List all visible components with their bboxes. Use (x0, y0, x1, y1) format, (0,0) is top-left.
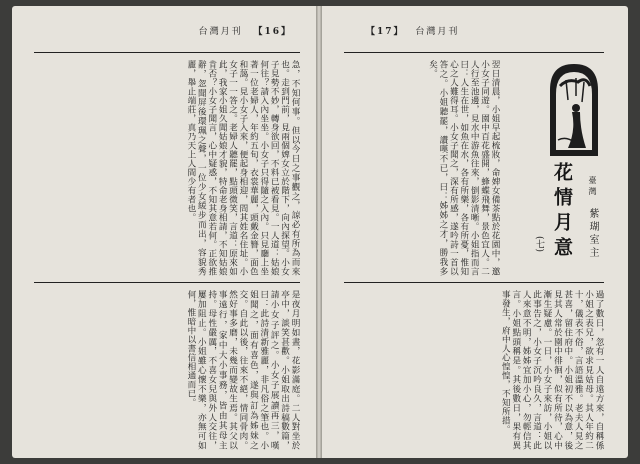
magazine-spread (12, 6, 628, 458)
article-title: 花情月意 (551, 162, 573, 262)
installment-number: (七) (534, 236, 544, 253)
right-page-header (360, 24, 459, 40)
article-author (585, 176, 600, 260)
left-upper-text: 急，不知何事。但以今日之事觀之，諒必有所為而來也。走到門前，見兩個婢女立於階下，向內探望。小女子見勢不妙，轉身欲回，不料已被看見。一人道：姑娘何往？請入內坐坐。小女子只得隨之入內。只見廳上坐著一位老婦人，年約五旬，衣裳華麗，頭戴金簪，面色和藹。見小女子入來，便起身相迎，問其姓名住址。小女子一一答之。老婦人聽罷，點頭微笑，言道：原來如此，我家小姐久聞姑娘才貌，特命老身相請，不知姑娘肯否？小女子聞言，心中疑惑，不知其意若何。正欲推辭，忽聞屏後環珮之聲，一位少女緩步而出，容貌秀麗，舉止端莊，真乃天上人間少有者也。 (185, 60, 300, 276)
author-prefix: 臺灣 (588, 176, 597, 198)
right-middle-rule (344, 282, 604, 283)
right-page-number: 【17】 (366, 27, 405, 37)
article-title-block (502, 60, 606, 276)
left-header-title: 台灣月刊 (198, 27, 243, 37)
right-upper-text: 翌日清晨，小姐早起梳妝，命婢女備茶點於花園中，邀小女子同遊。園中百花盛開，蜂蝶飛舞，景色宜人。二人行至池邊，見水中游魚往來，倒影清晰。小姐指而言曰：人生在世，如魚在水，各有所樂，各有所憂，惟知心之人難得耳。小女子聞之，深有所感，遂吟詩一首以答之。小姐聽罷，讚嘆不已，曰：姊姊之才，勝我多矣。 (427, 60, 500, 276)
right-page (322, 6, 628, 458)
right-lower-text: 過了數日，忽有一人自遠方來，自稱係小姐之表兄，欲求見姑母。其人年約二十，儀表不俗，言語溫雅。老夫人見之甚喜，留住府中。小姐初不以為意，後見其人常於園中徘徊，似有所待，心中漸生疑慮。一日，小女子來訪，小姐以此事告之，小女子沉吟良久，言道：此人來意不明，姊姊宜加小心，勿輕信其言。小姐點頭稱是。其後數日，果有異事發生，府中人心惶惶，不知所措。 (500, 290, 604, 450)
left-lower-text: 是夜月明如晝，花影滿庭。二人對坐於亭中，談笑甚歡。小姐取出詩稿數篇，請小女子評之。小女子展讀再三，嘆曰：此詩清新雅麗，非凡俗之筆也。小姐聞之，面有喜色，遂與訂為姊妹之交。自此以後，往來不絕，情同骨肉。然好事多磨，未幾而變故生焉。其父以事遠行，家中大小事務，皆由其母主持。母性嚴厲，不喜女兒與外人交往，屢加阻止。小姐雖心懷不樂，亦無可如何，惟暗中以書信相通而已。 (185, 290, 300, 450)
right-top-rule (344, 52, 604, 53)
left-top-rule (34, 52, 300, 53)
woman-under-tree-illustration (546, 60, 602, 156)
left-page (12, 6, 316, 458)
author-name: 紫瑚室主 (587, 208, 598, 261)
left-page-number: 【16】 (253, 27, 292, 37)
left-page-header (12, 24, 298, 40)
left-middle-rule (34, 282, 300, 283)
right-header-title: 台灣月刊 (415, 27, 460, 37)
